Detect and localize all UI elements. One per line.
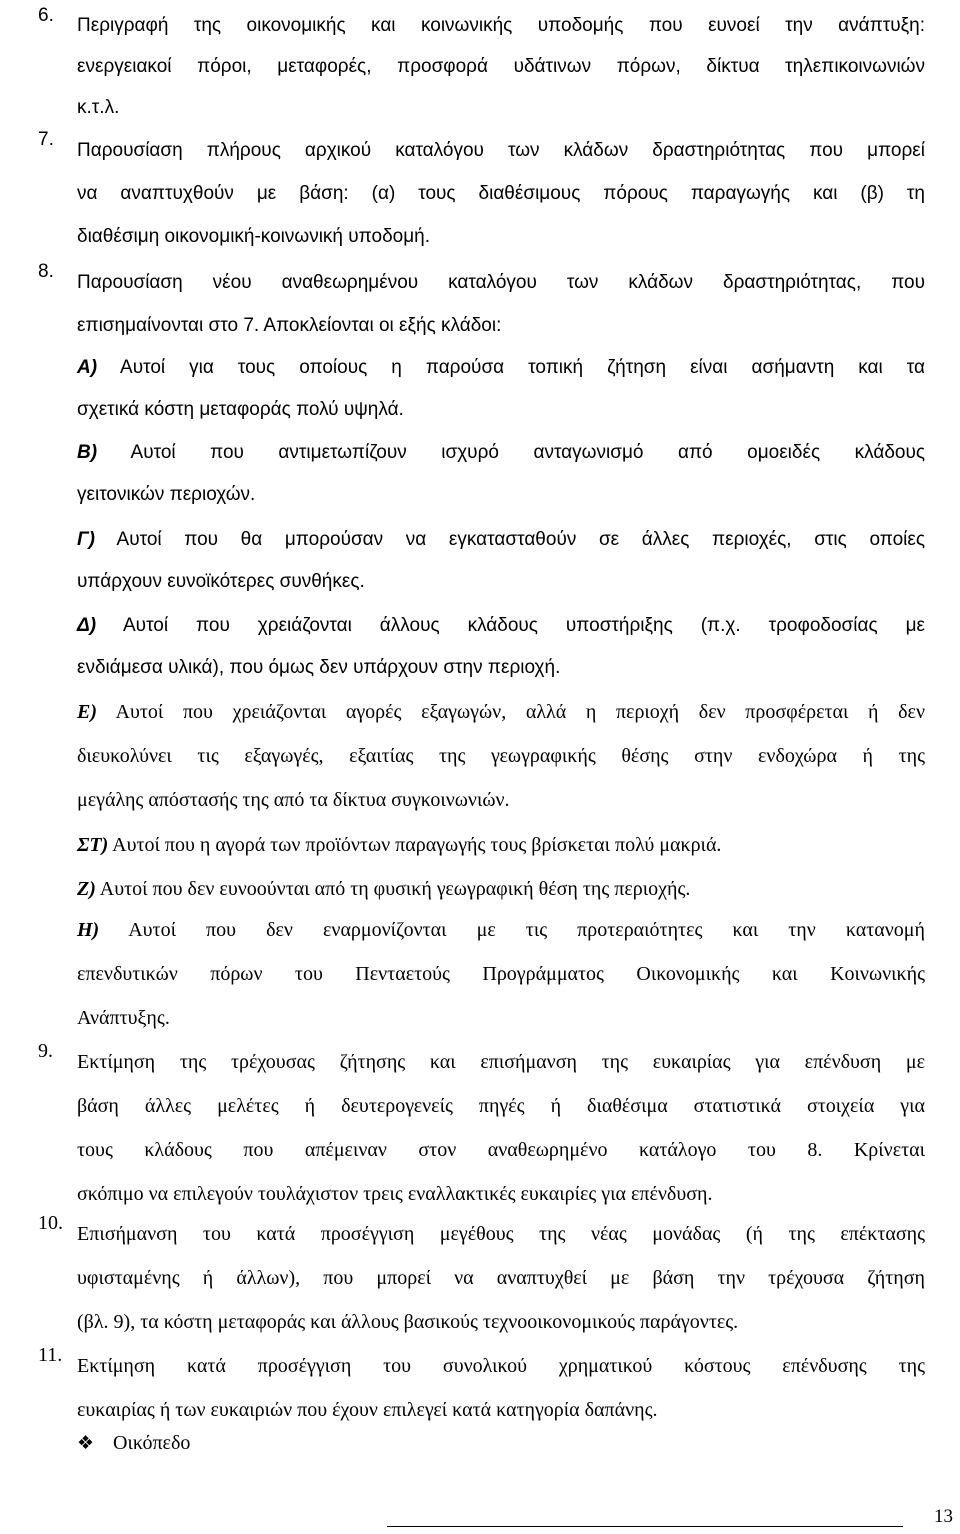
- text-line: διαθέσιμη οικονομική-κοινωνική υποδομή.: [77, 226, 431, 247]
- text-line: επενδυτικών πόρων του Πενταετούς Προγράμματος Οικονομικής και Κοινωνικής: [77, 963, 925, 985]
- item-number: 9.: [38, 1040, 53, 1062]
- text-line: γειτονικών περιοχών.: [77, 484, 256, 505]
- text-line: Εκτίμηση κατά προσέγγιση του συνολικού χρηματικού κόστους επένδυσης της: [77, 1355, 925, 1377]
- text-line: να αναπτυχθούν με βάση: (α) τους διαθέσιμους πόρους παραγωγής και (β) τη: [77, 183, 925, 204]
- text-line: Παρουσίαση πλήρους αρχικού καταλόγου των κλάδων δραστηριότητας που μπορεί: [77, 140, 925, 161]
- exclusion-label: ΣΤ): [77, 834, 109, 856]
- text-line: κ.τ.λ.: [77, 97, 120, 118]
- text-line: Αυτοί που η αγορά των προϊόντων παραγωγής τους βρίσκεται πολύ μακριά.: [112, 834, 722, 856]
- item-number: 10.: [38, 1212, 63, 1234]
- item-body: [77, 1344, 925, 1432]
- text-line: Αυτοί που χρειάζονται άλλους κλάδους υποστήριξης (π.χ. τροφοδοσίας με: [123, 615, 925, 636]
- text-line: υφισταμένης ή άλλων), που μπορεί να αναπτυχθεί με βάση την τρέχουσα ζήτηση: [77, 1267, 925, 1289]
- item-body: [77, 129, 925, 258]
- item-number: 11.: [38, 1344, 63, 1366]
- text-line: Ανάπτυξης.: [77, 1007, 170, 1029]
- text-line: Αυτοί που αντιμετωπίζουν ισχυρό ανταγωνισμό από ομοειδές κλάδους: [130, 442, 926, 463]
- item-number: 8.: [38, 261, 54, 282]
- text-line: υπάρχουν ευνοϊκότερες συνθήκες.: [77, 571, 365, 592]
- item-number: 6.: [38, 5, 54, 26]
- text-line: Παρουσίαση νέου αναθεωρημένου καταλόγου των κλάδων δραστηριότητας, που: [77, 272, 925, 293]
- text-line: τους κλάδους που απέμειναν στον αναθεωρημένο κατάλογο του 8. Κρίνεται: [77, 1139, 925, 1161]
- item-body: [77, 5, 925, 128]
- text-line: Περιγραφή της οικονομικής και κοινωνικής υποδομής που ευνοεί την ανάπτυξη:: [77, 15, 925, 36]
- item-body: [77, 347, 925, 431]
- text-line: ενεργειακοί πόροι, μεταφορές, προσφορά υδάτινων πόρων, δίκτυα τηλεπικοινωνιών: [77, 56, 925, 77]
- item-body: [77, 823, 925, 867]
- item-body: [77, 867, 925, 911]
- text-line: επισημαίνονται στο 7. Αποκλείονται οι εξής κλάδοι:: [77, 315, 502, 336]
- diamond-bullet-icon: ❖: [77, 1432, 95, 1454]
- item-body: [77, 432, 925, 516]
- text-line: Αυτοί που χρειάζονται αγορές εξαγωγών, αλλά η περιοχή δεν προσφέρεται ή δεν: [115, 701, 925, 723]
- text-line: σκόπιμο να επιλεγούν τουλάχιστον τρεις εναλλακτικές ευκαιρίες για επένδυση.: [77, 1183, 713, 1205]
- text-line: ευκαιρίας ή των ευκαιριών που έχουν επιλεγεί κατά κατηγορία δαπάνης.: [77, 1399, 658, 1421]
- page-number: 13: [934, 1506, 953, 1527]
- item-body: [77, 519, 925, 603]
- text-line: διευκολύνει τις εξαγωγές, εξαιτίας της γεωγραφικής θέσης στην ενδοχώρα ή της: [77, 745, 925, 767]
- exclusion-label: Β): [77, 442, 98, 463]
- text-line: Αυτοί που θα μπορούσαν να εγκατασταθούν σε άλλες περιοχές, στις οποίες: [116, 529, 925, 550]
- text-line: σχετικά κόστη μεταφοράς πολύ υψηλά.: [77, 399, 404, 420]
- footer-rule: [387, 1526, 903, 1527]
- item-number: 7.: [38, 129, 54, 150]
- bullet-text: Οικόπεδο: [113, 1432, 191, 1454]
- exclusion-label: Ζ): [77, 878, 96, 900]
- text-line: Επισήμανση του κατά προσέγγιση μεγέθους της νέας μονάδας (ή της επέκτασης: [77, 1223, 925, 1245]
- exclusion-label: Γ): [77, 529, 95, 550]
- text-line: μεγάλης απόστασής της από τα δίκτυα συγκοινωνιών.: [77, 789, 510, 811]
- item-body: [77, 1040, 925, 1216]
- text-line: Αυτοί που δεν εναρμονίζονται με τις προτεραιότητες και την κατανομή: [128, 919, 925, 941]
- item-body: [77, 690, 925, 822]
- exclusion-label: Η): [77, 919, 100, 941]
- exclusion-label: Δ): [77, 615, 97, 636]
- item-body: [77, 261, 925, 347]
- text-line: βάση άλλες μελέτες ή δευτερογενείς πηγές ή διαθέσιμα στατιστικά στοιχεία για: [77, 1095, 925, 1117]
- item-body: [77, 908, 925, 1040]
- exclusion-label: Α): [77, 357, 98, 378]
- text-line: Αυτοί που δεν ευνοούνται από τη φυσική γεωγραφική θέση της περιοχής.: [99, 878, 691, 900]
- exclusion-label: Ε): [77, 701, 97, 723]
- text-line: (βλ. 9), τα κόστη μεταφοράς και άλλους βασικούς τεχνοοικονομικούς παράγοντες.: [77, 1311, 739, 1333]
- item-body: [77, 1212, 925, 1344]
- item-body: [77, 605, 925, 689]
- text-line: Αυτοί για τους οποίους η παρούσα τοπική ζήτηση είναι ασήμαντη και τα: [120, 357, 925, 378]
- text-line: ενδιάμεσα υλικά), που όμως δεν υπάρχουν στην περιοχή.: [77, 657, 561, 678]
- text-line: Εκτίμηση της τρέχουσας ζήτησης και επισήμανση της ευκαιρίας για επένδυση με: [77, 1051, 925, 1073]
